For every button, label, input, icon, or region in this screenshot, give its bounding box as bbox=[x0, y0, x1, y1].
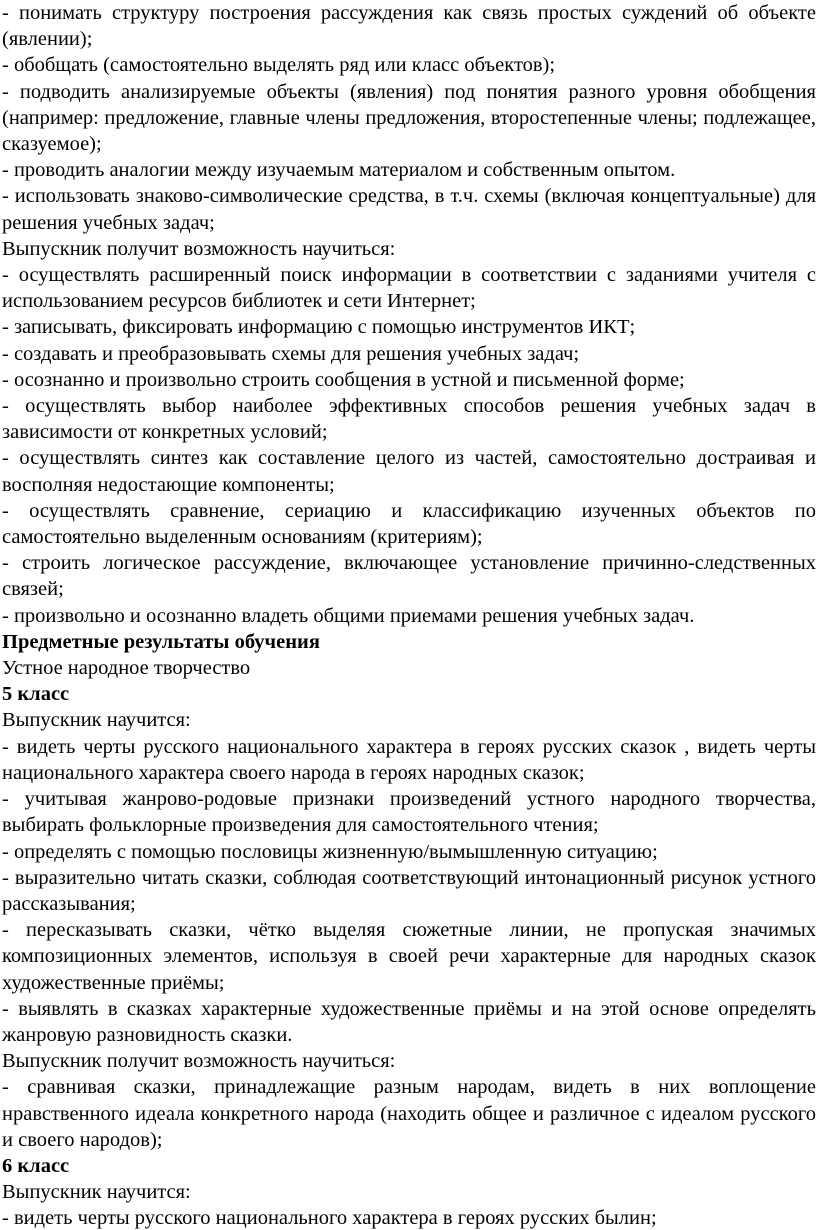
list-item-build-messages: - осознанно и произвольно строить сообщения в устной и письменной форме; bbox=[2, 368, 685, 391]
list-item-compare-tales: - сравнивая сказки, принадлежащие разным народам, видеть в них воплощение нравственного идеала конкретного народа (находить общее и различное с идеалом русского и своего народов); bbox=[2, 1076, 816, 1151]
section-label-opportunity: Выпускник получит возможность научиться: bbox=[2, 237, 396, 260]
list-item-synthesis: - осуществлять синтез как составление целого из частей, самостоятельно достраивая и восполняя недостающие компоненты; bbox=[2, 447, 816, 496]
list-item-generalize: - обобщать (самостоятельно выделять ряд или класс объектов); bbox=[2, 54, 556, 77]
list-item-expressive-reading: - выразительно читать сказки, соблюдая соответствующий интонационный рисунок устного рассказывания; bbox=[2, 866, 816, 915]
list-item-bylinas: - видеть черты русского национального характера в героях русских былин; bbox=[2, 1207, 657, 1230]
list-item-analogies: - проводить аналогии между изучаемым материалом и собственным опытом. bbox=[2, 159, 676, 182]
section-label-opportunity-2: Выпускник получит возможность научиться: bbox=[2, 1050, 396, 1073]
heading-subject-results: Предметные результаты обучения bbox=[2, 630, 320, 653]
list-item-national-character: - видеть черты русского национального характера в героях русских сказок , видеть черты национального характера своего народа в героях народных сказок; bbox=[2, 735, 816, 784]
list-item-genre-features: - учитывая жанрово-родовые признаки произведений устного народного творчества, выбирать фольклорные произведения для самостоятельного чтения; bbox=[2, 788, 816, 837]
list-item-general-methods: - произвольно и осознанно владеть общими приемами решения учебных задач. bbox=[2, 604, 695, 627]
subheading-folklore: Устное народное творчество bbox=[2, 657, 251, 680]
list-item-logical-reasoning: - строить логическое рассуждение, включающее установление причинно-следственных связей; bbox=[2, 552, 816, 601]
list-item-classify-concepts: - подводить анализируемые объекты (явления) под понятия разного уровня обобщения (например: предложение, главные члены предложения, второстепенные члены; подлежащее, сказуемое); bbox=[2, 80, 816, 156]
list-item-proverbs: - определять с помощью пословицы жизненную/вымышленную ситуацию; bbox=[2, 840, 658, 863]
list-item-record-ict: - записывать, фиксировать информацию с помощью инструментов ИКТ; bbox=[2, 316, 636, 339]
list-item-retell: - пересказывать сказки, чётко выделяя сюжетные линии, не пропуская значимых композиционных элементов, используя в своей речи характерные для народных сказок художественные приёмы; bbox=[2, 919, 816, 994]
list-item-artistic-devices: - выявлять в сказках характерные художественные приёмы и на этой основе определять жанровую разновидность сказки. bbox=[2, 997, 816, 1046]
section-label-will-learn-2: Выпускник научится: bbox=[2, 1181, 191, 1204]
list-item-choose-methods: - осуществлять выбор наиболее эффективных способов решения учебных задач в зависимости от конкретных условий; bbox=[2, 395, 816, 444]
list-item-symbolic-means: - использовать знаково-символические средства, в т.ч. схемы (включая концептуальные) для решения учебных задач; bbox=[2, 185, 816, 234]
list-item-understand-structure: - понимать структуру построения рассуждения как связь простых суждений об объекте (явлении); bbox=[2, 2, 816, 51]
heading-grade-5: 5 класс bbox=[2, 683, 70, 706]
heading-grade-6: 6 класс bbox=[2, 1154, 70, 1177]
list-item-create-schemes: - создавать и преобразовывать схемы для решения учебных задач; bbox=[2, 342, 580, 365]
list-item-extended-search: - осуществлять расширенный поиск информации в соответствии с заданиями учителя с использованием ресурсов библиотек и сети Интернет; bbox=[2, 264, 816, 313]
list-item-comparison: - осуществлять сравнение, сериацию и классификацию изученных объектов по самостоятельно выделенным основаниям (критериям); bbox=[2, 499, 816, 549]
section-label-will-learn: Выпускник научится: bbox=[2, 709, 191, 732]
